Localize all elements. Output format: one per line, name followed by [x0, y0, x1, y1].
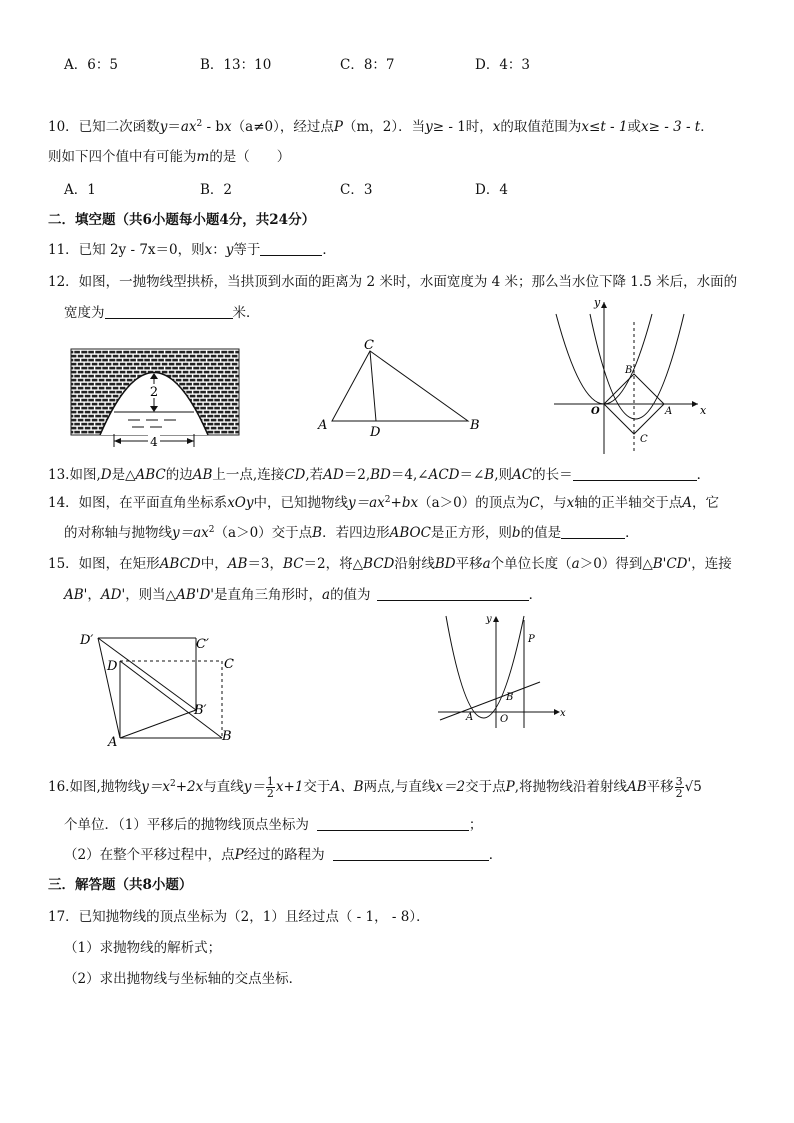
q13: 13.如图,D是△ABC的边AB上一点,连接CD,若AD＝2,BD＝4,∠ACD＝∠B,则AC的长＝ ．: [48, 467, 711, 483]
q14-axis-x-label: x: [700, 404, 707, 417]
q15-label-b-prime: B′: [194, 703, 207, 718]
q10-option-a: A．1: [64, 182, 96, 198]
q15-line1: 15．如图，在矩形ABCD中，AB＝3，BC＝2，将△BCD沿射线BD平移a个单位长度（a＞0）得到△B'CD'，连接: [48, 556, 732, 572]
q10-option-c: C．3: [340, 182, 373, 198]
q10-option-b: B．2: [200, 182, 233, 198]
q14-label-a: A: [665, 406, 673, 417]
q16-fraction-three-halves: $\frac{3}{2}$: [675, 775, 683, 800]
q14-parabola-figure: [548, 294, 716, 460]
q14-line2: 的对称轴与抛物线$y=ax^2(a>0)$交于点B．若四边形ABOC是正方形，则b的值是 ．: [64, 525, 639, 541]
q16-axis-x-label: x: [560, 708, 566, 719]
triangle-label-c: C: [364, 338, 374, 353]
q16-line2: 个单位．（1）平移后的抛物线顶点坐标为 ；: [64, 817, 483, 833]
section-3-title: 三．解答题（共8小题）: [48, 877, 193, 893]
bridge-figure: [70, 346, 242, 450]
q16-label-a: A: [466, 712, 474, 723]
q14-label-o: O: [591, 406, 600, 417]
q16-answer-blank-1: [317, 816, 469, 831]
q9-option-c: C．8：7: [340, 57, 395, 73]
q14-label-b: B: [625, 365, 633, 376]
q12-line1: 12．如图，一抛物线型拱桥，当拱顶到水面的距离为 2 米时，水面宽度为 4 米；那么当水位下降 1.5 米后，水面的: [48, 274, 738, 290]
q9-option-a: A．6：5: [64, 57, 118, 73]
q16-fraction-half: $\frac{1}{2}$: [266, 775, 274, 800]
triangle-label-d: D: [370, 425, 381, 440]
q10-option-d: D．4: [475, 182, 508, 198]
q11: 11．已知 2y - 7x＝0，则x：y等于 ．: [48, 242, 336, 258]
q15-label-c: C: [224, 657, 234, 672]
q9-option-b: B．13：10: [200, 57, 272, 73]
q15-answer-blank: [377, 586, 529, 601]
q15-label-d: D: [107, 659, 118, 674]
q15-rectangle-figure: [76, 626, 248, 748]
q9-option-d: D．4：3: [475, 57, 531, 73]
q12-line2: 宽度为 米．: [64, 305, 260, 321]
q16-parabola-figure: [436, 612, 574, 730]
q14-line1: 14．如图，在平面直角坐标系xOy中，已知抛物线$y=ax^2+bx(a>0)$的顶点为C，与x轴的正半轴交于点A，它: [48, 495, 719, 511]
q16-label-p: P: [528, 634, 535, 645]
q15-label-c-prime: C′: [196, 637, 209, 652]
q15-label-b: B: [222, 729, 232, 744]
triangle-label-b: B: [470, 418, 480, 433]
q16-answer-blank-2: [333, 846, 489, 861]
q16-label-b: B: [506, 692, 514, 703]
q17-sub2: （2）求出抛物线与坐标轴的交点坐标．: [64, 971, 303, 987]
q13-answer-blank: [573, 466, 697, 481]
q14-axis-y-label: y: [594, 296, 601, 309]
q15-line2: AB'，AD'，则当△AB'D'是直角三角形时，a的值为 ．: [64, 587, 543, 603]
triangle-label-a: A: [318, 418, 328, 433]
q16-axis-y-label: y: [486, 614, 492, 625]
q15-label-d-prime: D′: [80, 633, 94, 648]
section-2-title: 二．填空题（共6小题每小题4分，共24分）: [48, 212, 316, 228]
bridge-height-label: 2: [149, 385, 159, 400]
q14-label-c: C: [640, 434, 648, 445]
q12-answer-blank: [105, 304, 233, 319]
q17-line1: 17．已知抛物线的顶点坐标为（2，1）且经过点（ - 1， - 8）．: [48, 909, 430, 925]
q10-line1: 10．已知二次函数$y=ax^2 - bx(a\ne 0)$，经过点P（m，2）．当y≥ - 1时，x的取值范围为x≤t - 1或x≥ - 3 - t．: [48, 119, 714, 135]
q15-label-a: A: [108, 735, 118, 750]
q14-answer-blank: [561, 524, 625, 539]
q17-sub1: （1）求抛物线的解析式；: [64, 940, 222, 956]
q16-line1: 16.如图,抛物线$y=x^2+2x$与直线y＝ $\frac{1}{2}$ x+1交于A、B两点,与直线x＝2交于点P,将抛物线沿着射线AB平移 $\frac{3}{2}$ √5: [48, 775, 702, 800]
q16-label-o: O: [500, 714, 509, 725]
triangle-figure: [316, 336, 488, 440]
q16-line3: （2）在整个平移过程中，点P经过的路程为 ．: [64, 847, 503, 863]
bridge-width-label: 4: [150, 435, 158, 449]
q11-answer-blank: [260, 241, 322, 256]
q10-line2: 则如下四个值中有可能为m的是（ ）: [48, 149, 291, 165]
